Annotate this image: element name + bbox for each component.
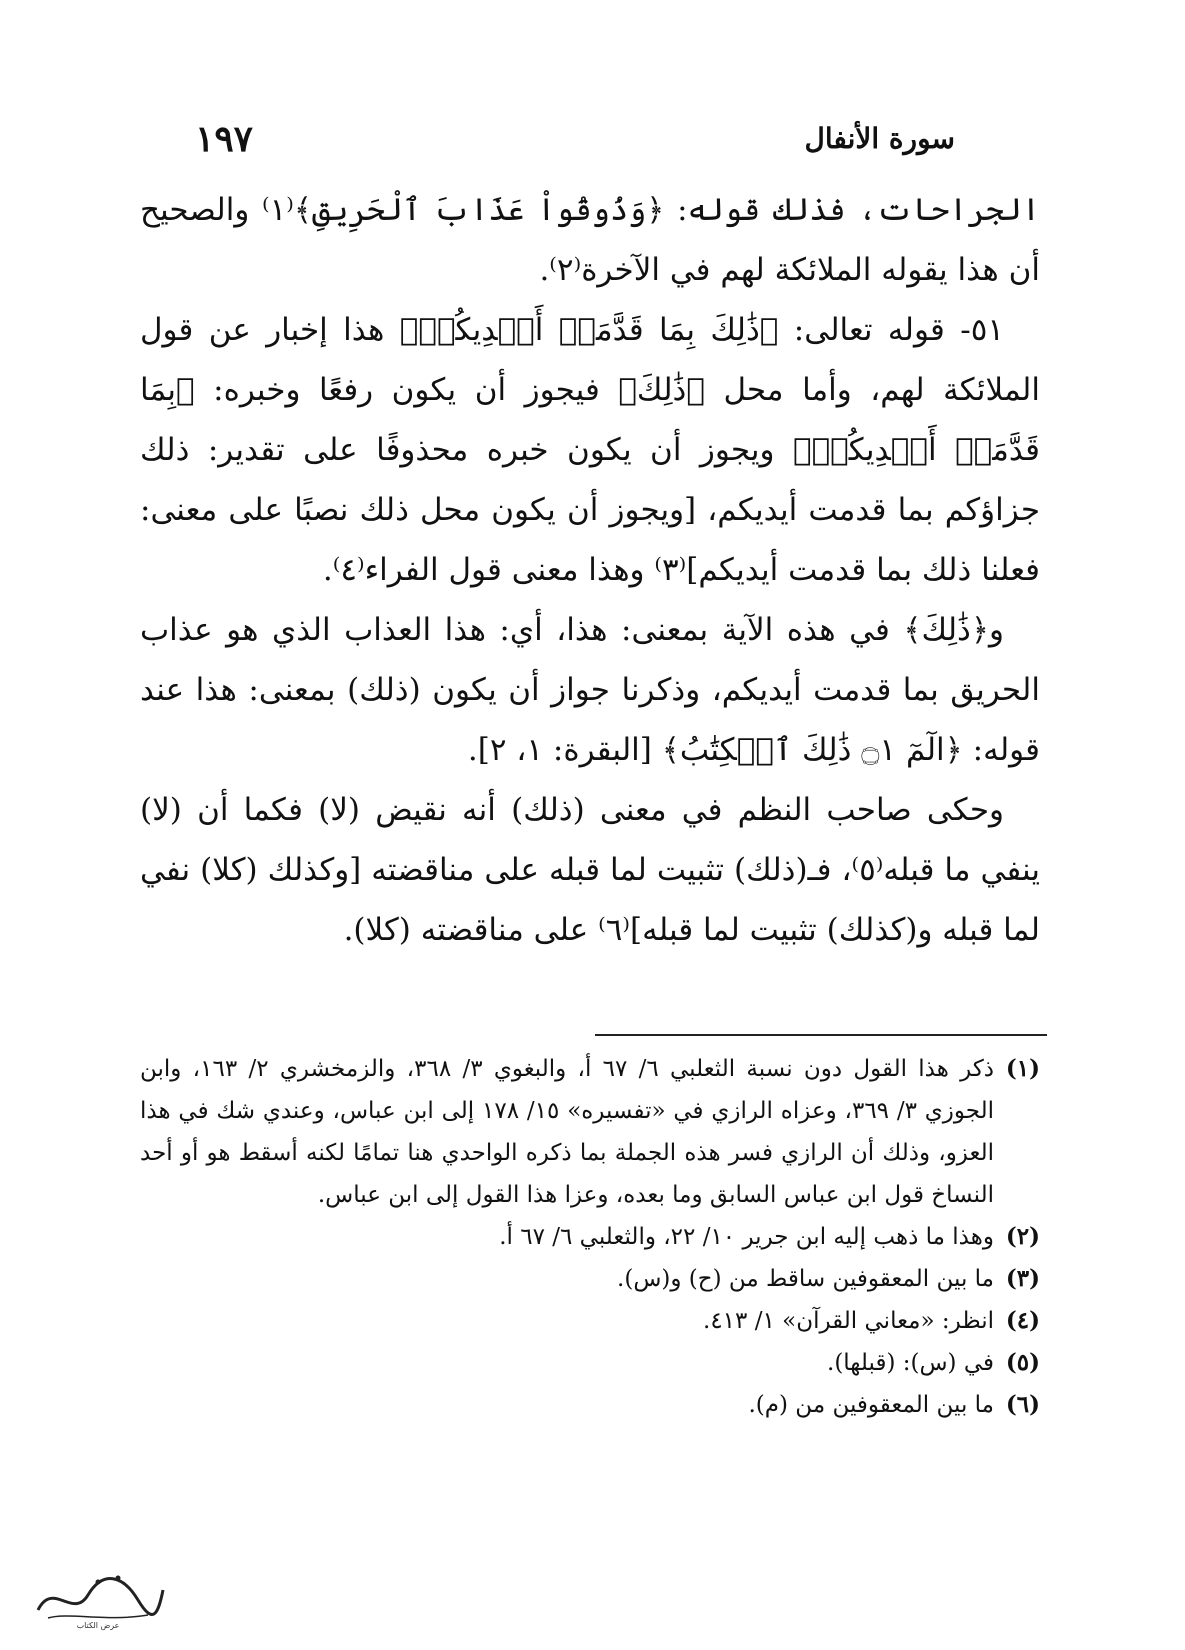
- footnote-number: (٤): [1005, 1307, 1040, 1334]
- paragraph: ٥١- قوله تعالى: ﴿ذَٰلِكَ بِمَا قَدَّمَتۡ أَيۡدِيكُمۡ﴾ هذا إخبار عن قول الملائكة لهم، وأما محل ﴿ذَٰلِكَ﴾ فيجوز أن يكون رفعًا وخبره: ﴿بِمَا قَدَّمَتۡ أَيۡدِيكُمۡ﴾ ويجوز أن يكون خبره محذوفًا على تقدير: ذلك جزاؤكم بما قدمت أيديكم، [ويجوز أن يكون محل ذلك نصبًا على معنى: فعلنا ذلك بما قدمت أيديكم]⁽٣⁾ وهذا معنى قول الفراء⁽٤⁾.: [140, 312, 1040, 588]
- page-header: [195, 118, 955, 168]
- paragraph: و﴿ذَٰلِكَ﴾ في هذه الآية بمعنى: هذا، أي: هذا العذاب الذي هو عذاب الحريق بما قدمت أيديكم، وذكرنا جواز أن يكون (ذلك) بمعنى: هذا عند قوله: ﴿الٓمٓ ۝١ ذَٰلِكَ ٱلۡكِتَٰبُ﴾ [البقرة: ١، ٢].: [140, 612, 1040, 768]
- footnote-text: ما بين المعقوفين من (م).: [748, 1392, 994, 1418]
- footnotes: [140, 1048, 1040, 1426]
- footnote-item: [140, 1258, 1040, 1300]
- footnote-item: [140, 1342, 1040, 1384]
- footnote-text: وهذا ما ذهب إليه ابن جرير ١٠/ ٢٢، والثعلبي ٦/ ٦٧ أ.: [499, 1224, 994, 1250]
- footnote-item: [140, 1048, 1040, 1216]
- publisher-logo-icon: [28, 1560, 168, 1632]
- footnote-number: (٣): [1005, 1265, 1040, 1292]
- paragraph: وحكى صاحب النظم في معنى (ذلك) أنه نقيض (لا) فكما أن (لا) ينفي ما قبله⁽٥⁾، فـ(ذلك) تثبيت لما قبله على مناقضته [وكذلك (كلا) نفي لما قبله و(كذلك) تثبيت لما قبله]⁽٦⁾ على مناقضته (كلا).: [140, 792, 1040, 948]
- footnote-number: (١): [1005, 1055, 1040, 1082]
- footnote-text: ما بين المعقوفين ساقط من (ح) و(س).: [617, 1266, 994, 1292]
- paragraph: الجراحات، فذلك قوله: ﴿وَذُوقُواْ عَذَابَ ٱلْحَرِيقِ﴾⁽١⁾ والصحيح أن هذا يقوله الملائكة لهم في الآخرة⁽٢⁾.: [140, 192, 1040, 288]
- footnote-number: (٥): [1005, 1349, 1040, 1376]
- surah-title: سورة الأنفال: [804, 122, 955, 155]
- footnote-item: [140, 1300, 1040, 1342]
- footnote-separator: [595, 1034, 1047, 1036]
- footnote-text: ذكر هذا القول دون نسبة الثعلبي ٦/ ٦٧ أ، والبغوي ٣/ ٣٦٨، والزمخشري ٢/ ١٦٣، وابن الجوزي ٣/ ٣٦٩، وعزاه الرازي في «تفسيره» ١٥/ ١٧٨ إلى ابن عباس، وعندي شك في هذا العزو، وذلك أن الرازي فسر هذه الجملة بما ذكره الواحدي هنا تمامًا لكنه أسقط هو أو أحد النساخ قول ابن عباس السابق وما بعده، وعزا هذا القول إلى ابن عباس.: [140, 1056, 995, 1208]
- footnote-text: انظر: «معاني القرآن» ١/ ٤١٣.: [703, 1308, 994, 1334]
- footnote-number: (٢): [1005, 1223, 1040, 1250]
- svg-text:عرض الكتاب: عرض الكتاب: [76, 1621, 120, 1630]
- footnote-item: [140, 1384, 1040, 1426]
- main-text: [140, 180, 1040, 960]
- page-number: ١٩٧: [195, 118, 254, 160]
- footnote-text: في (س): (قبلها).: [827, 1350, 994, 1376]
- footnote-item: [140, 1216, 1040, 1258]
- footnote-number: (٦): [1005, 1391, 1040, 1418]
